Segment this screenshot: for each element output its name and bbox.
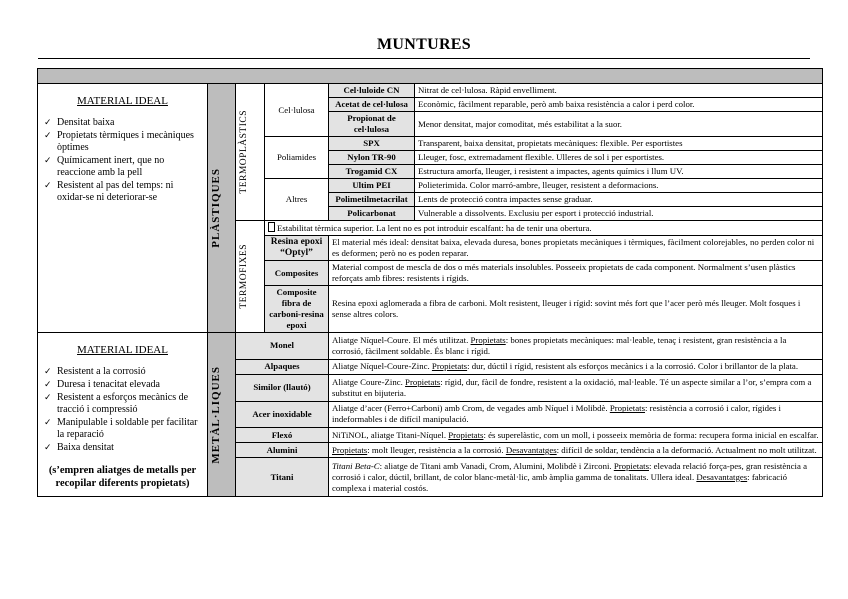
material-desc: Polieterimida. Color marró-ambre, lleuger, resistent a deformacions.: [415, 179, 823, 193]
material-name: Monel: [236, 333, 329, 360]
plastics-ideal-list: [44, 117, 201, 204]
table-header-bar: [38, 69, 823, 84]
list-item: ✓ Manipulable i soldable per facilitar la reparació: [44, 417, 201, 441]
material-name: Cel·luloide CN: [329, 84, 415, 98]
metals-label-cell: [208, 333, 236, 497]
material-desc: El material més ideal: densitat baixa, elevada duresa, bones propietats mecàniques i tèrmiques, fàcilment colorejables, no perden color ni es deformen; però no es poden reparar.: [329, 236, 823, 261]
material-name: Resina epoxi “Optyl”: [265, 236, 329, 261]
material-desc: Aliatge d’acer (Ferro+Carboni) amb Crom, de vegades amb Níquel i Molibdè. Propietats: resistència a corrosió i calor, rígides i indeformables i de difícil manipulació.: [329, 401, 823, 428]
material-name: SPX: [329, 137, 415, 151]
page-title: MUNTURES: [377, 36, 471, 53]
material-desc: Aliatge Níquel-Coure. El més utilitzat. Propietats: bones propietats mecàniques: mal·leable, tenaç i resistent, gran resistència a la corrosió, fàcilment soldable. És blanc i rígid.: [329, 333, 823, 360]
material-name: Similor (llautó): [236, 374, 329, 401]
list-item: ✓ Resistent a esforços mecànics de tracció i compressió: [44, 392, 201, 416]
material-name: Ultim PEI: [329, 179, 415, 193]
material-desc: NiTiNOL, aliatge Titani-Níquel. Propietats: és superelàstic, com un moll, i posseeix memòria de forma: recupera forma inicial en escalfar.: [329, 428, 823, 443]
material-desc: Aliatge Coure-Zinc. Propietats: rígid, dur, fàcil de fondre, resistent a la oxidació, mal·leable. Té un aspecte similar a l’or, s’empra com a substitut en bijuteria.: [329, 374, 823, 401]
plastics-label: PLÀSTIQUES: [210, 168, 222, 248]
material-desc: Menor densitat, major comoditat, més estabilitat a la suor.: [415, 112, 823, 137]
material-desc: Lents de protecció contra impactes sense graduar.: [415, 193, 823, 207]
material-name: Titani: [236, 458, 329, 497]
list-item: ✓ Duresa i tenacitat elevada: [44, 379, 201, 391]
material-name: Propionat de cel·lulosa: [329, 112, 415, 137]
material-name: Alumini: [236, 443, 329, 458]
table-row: [38, 84, 823, 98]
list-item: ✓ Propietats tèrmiques i mecàniques òptimes: [44, 130, 201, 154]
thermosets-note-cell: [265, 221, 823, 236]
material-desc: Vulnerable a dissolvents. Exclusiu per esport i protecció industrial.: [415, 207, 823, 221]
metals-ideal-cell: [38, 333, 208, 497]
material-desc: Aliatge Níquel-Coure-Zinc. Propietats: dur, dúctil i rígid, resistent als esforços mecànics i a la corrosió. Color i brillantor de la plata.: [329, 359, 823, 374]
thermosets-label: TERMOFIXES: [239, 244, 249, 309]
list-item: ✓ Resistent a la corrosió: [44, 366, 201, 378]
material-name: Nylon TR-90: [329, 151, 415, 165]
material-desc: Lleuger, fosc, extremadament flexible. Ulleres de sol i per esportistes.: [415, 151, 823, 165]
table-row: [38, 333, 823, 360]
material-name: Policarbonat: [329, 207, 415, 221]
material-name: Acetat de cel·lulosa: [329, 98, 415, 112]
material-name: Flexó: [236, 428, 329, 443]
metals-ideal-heading: MATERIAL IDEAL: [77, 344, 168, 356]
plastics-label-cell: [208, 84, 236, 333]
group-polyamides: Poliamides: [265, 137, 329, 179]
material-name: Composites: [265, 261, 329, 286]
material-name: Polimetilmetacrilat: [329, 193, 415, 207]
material-desc: Titani Beta-C: aliatge de Titani amb Vanadi, Crom, Alumini, Molibdè i Zirconi. Propietats: elevada relació força-pes, gran resistència a corrosió i calor, dúctil, brillant, de color blanc-metàl·lic, amb àmplia gamma de tonalitats. Ullera ideal. Desavantatges: fabricació complexa i material costós.: [329, 458, 823, 497]
material-name: Composite fibra de carboni-resina epoxi: [265, 286, 329, 333]
metals-ideal-list: [44, 366, 201, 454]
plastics-ideal-cell: [38, 84, 208, 333]
list-item: ✓ Resistent al pas del temps: ni oxidar-se ni deteriorar-se: [44, 180, 201, 204]
material-desc: Nitrat de cel·lulosa. Ràpid envelliment.: [415, 84, 823, 98]
muntures-table: [37, 68, 823, 497]
material-desc: Transparent, baixa densitat, propietats mecàniques: flexible. Per esportistes: [415, 137, 823, 151]
thermoplastics-label: TERMOPLÀSTICS: [239, 110, 249, 194]
thermosets-label-cell: [236, 221, 265, 333]
metals-label: METÀL·LIQUES: [210, 365, 222, 464]
thermosets-note: Estabilitat tèrmica superior. La lent no es pot introduir escalfant: ha de tenir una obertura.: [277, 223, 592, 233]
warning-icon: [268, 222, 275, 232]
material-name: Acer inoxidable: [236, 401, 329, 428]
thermoplastics-label-cell: [236, 84, 265, 221]
material-name: Trogamid CX: [329, 165, 415, 179]
group-cellulose: Cel·lulosa: [265, 84, 329, 137]
material-desc: Material compost de mescla de dos o més materials insolubles. Posseeix propietats de cada component. Normalment s’usen plàstics reforçats amb fibres: resistents i rígids.: [329, 261, 823, 286]
material-desc: Estructura amorfa, lleuger, i resistent a impactes, agents químics i llum UV.: [415, 165, 823, 179]
material-desc: Resina epoxi aglomerada a fibra de carboni. Molt resistent, lleuger i rígid: sovint més fort que l’acer però més lleuger. Molt fosques i sense altres colors.: [329, 286, 823, 333]
material-name: Alpaques: [236, 359, 329, 374]
material-desc: Propietats: molt lleuger, resistència a la corrosió. Desavantatges: difícil de soldar, tendència a la deformació. Actualment no molt utilitzat.: [329, 443, 823, 458]
list-item: ✓ Baixa densitat: [44, 442, 201, 454]
plastics-ideal-heading: MATERIAL IDEAL: [77, 95, 168, 107]
metals-ideal-note: (s’empren aliatges de metalls per recopilar diferents propietats): [48, 465, 197, 489]
list-item: ✓ Densitat baixa: [44, 117, 201, 129]
list-item: ✓ Químicament inert, que no reaccione amb la pell: [44, 155, 201, 179]
material-desc: Econòmic, fàcilment reparable, però amb baixa resistència a calor i perd color.: [415, 98, 823, 112]
title-rule: [38, 58, 810, 59]
group-others: Altres: [265, 179, 329, 221]
